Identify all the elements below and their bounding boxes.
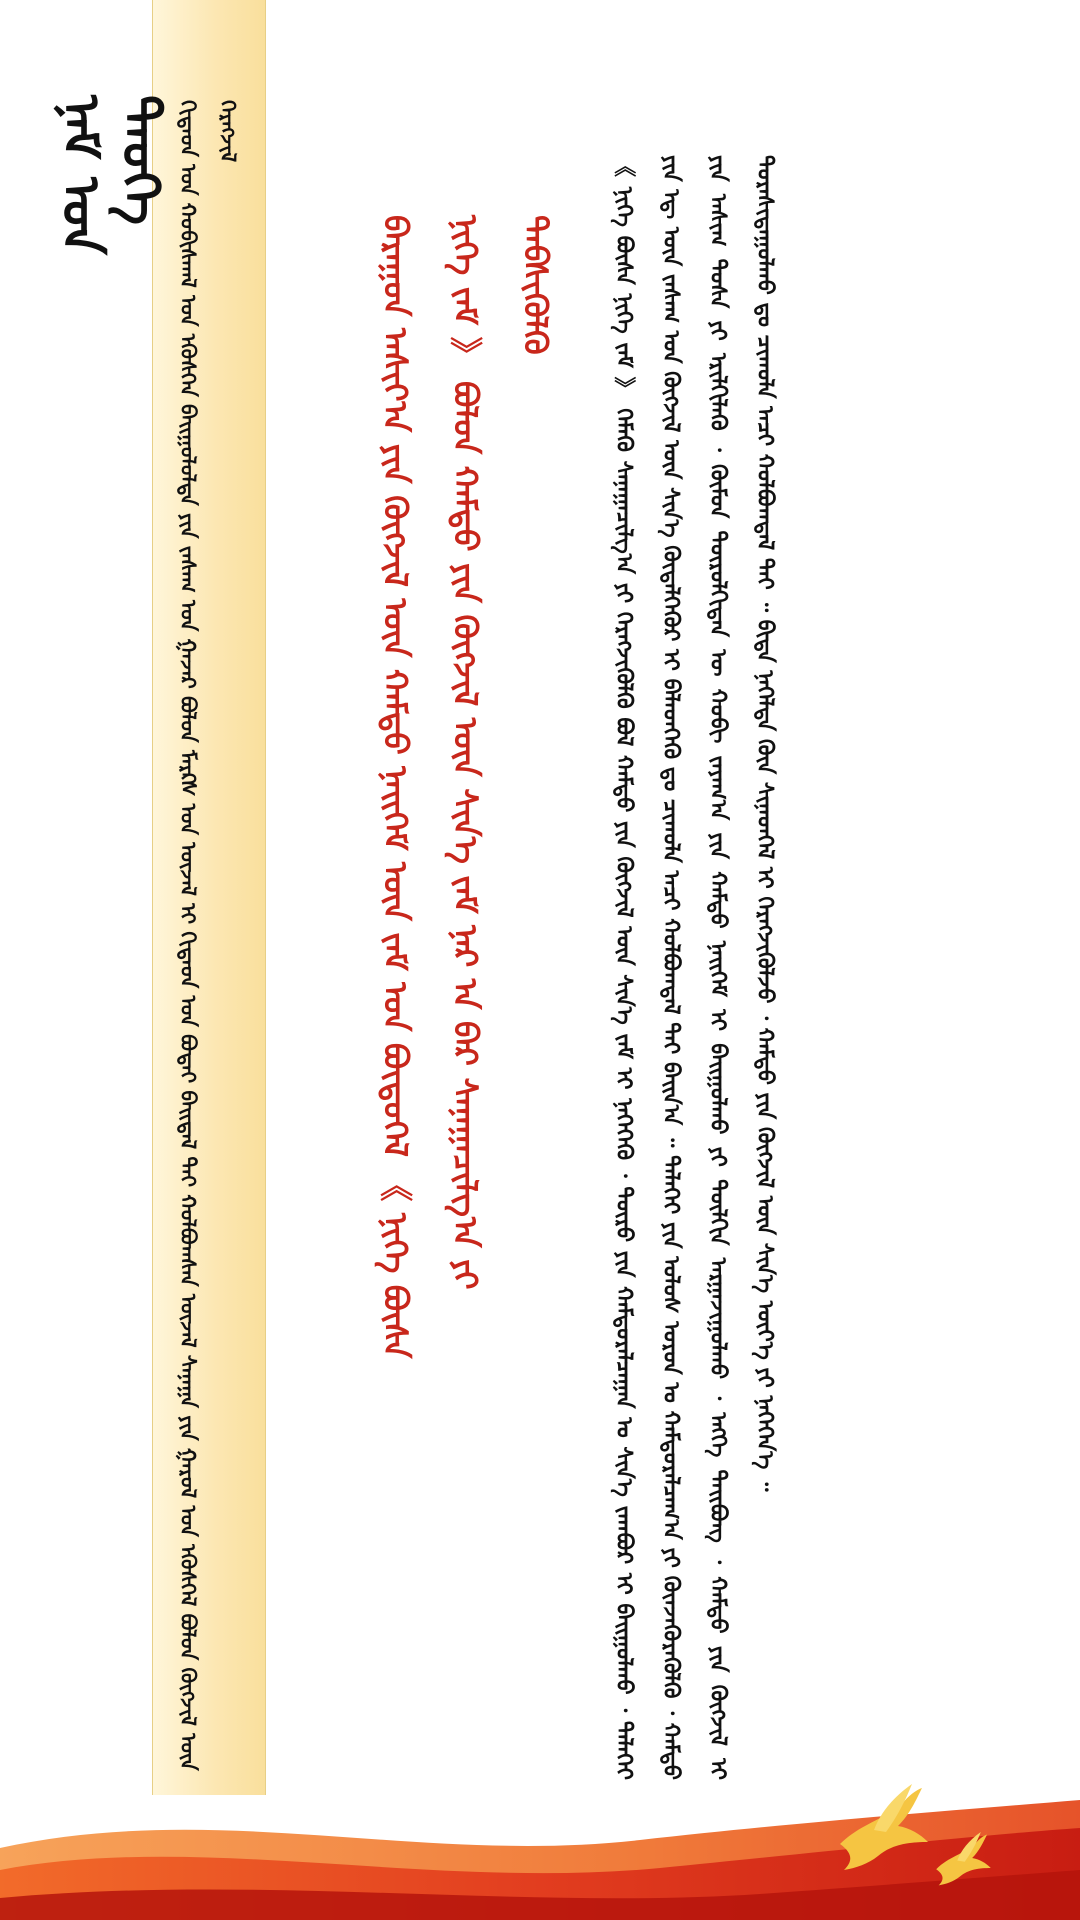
page-title: ᠨᠠᠮ ᠤᠨ ᠲᠡᠦᠬᠡ	[50, 95, 170, 255]
body-paragraph: 《 ᠨᠢᠭᠡ ᠪᠦᠰᠡ ᠨᠢᠭᠡ ᠵᠠᠮ 》 ᠬᠡᠮᠡᠬᠦ ᠰᠠᠨᠠᠭᠠᠴᠢᠯᠭ᠎ᠠ ᠶᠢ ᠬᠡᠷᠡᠭᠵᠢᠭᠦᠯᠬᠦ ᠪᠣᠯ ᠬᠠᠮᠲᠤ ᠶᠢᠨ ᠬᠥᠭᠵᠢᠯ ᠦᠨ ᠰᠢᠨ᠎ᠡ ᠵᠠᠮ ᠢ ᠨᠡᠭᠡᠭᠡᠬᠦ ᠂ ᠲᠥᠷᠥ ᠶᠢᠨ ᠬᠠᠮᠲᠤᠷᠠᠯᠴᠠᠭᠠᠨ ᠤ ᠰᠢᠨ᠎ᠡ ᠵᠠᠭᠪᠤᠷ ᠢ ᠪᠠᠢᠭᠤᠯᠬᠤ ᠂ ᠳᠡᠯᠡᠬᠡᠢ ᠶᠢᠨ ᠡᠳ᠋ ᠦᠨ ᠵᠠᠰᠠᠭ ᠤᠨ ᠬᠥᠭᠵᠢᠯ ᠦᠨ ᠰᠢᠨ᠎ᠡ ᠬᠥᠳᠡᠯᠭᠡᠭᠦᠷ ᠢ ᠪᠡᠯᠡᠳᠬᠡᠬᠦ ᠳᠤ ᠴᠢᠬᠤᠯᠠ ᠠᠴᠢ ᠬᠣᠯᠪᠣᠭᠳᠠᠯ ᠲᠠᠢ ᠪᠠᠢᠨ᠎ᠠ ᠃ ᠳᠡᠯᠡᠬᠡᠢ ᠶᠢᠨ ᠤᠯᠤᠰ ᠣᠷᠣᠨ ᠤ ᠬᠠᠮᠲᠤᠷᠠᠯᠴᠠᠭ᠎ᠠ ᠶᠢ ᠭᠦᠨᠵᠡᠭᠦᠷᠡᠭᠦᠯᠬᠦ ᠂ ᠬᠠᠮᠲᠤ ᠶᠢᠨ ᠠᠰᠢᠭ ᠲᠤᠰᠠ ᠶᠢ ᠡᠷᠢᠯᠬᠢᠯᠡᠬᠦ ᠂ ᠬᠥᠮᠥᠨ ᠲᠥᠷᠥᠯᠬᠢᠲᠡᠨ ᠦ ᠬᠤᠪᠢ ᠵᠠᠶᠠᠭ᠎ᠠ ᠶᠢᠨ ᠬᠠᠮᠲᠤ ᠨᠡᠢᠭᠡᠮ ᠢ ᠪᠠᠢᠭᠤᠯᠬᠤ ᠶᠢ ᠲᠦᠯᠬᠢᠨ ᠠᠷᠭᠠᠵᠢᠭᠤᠯᠬᠤ ᠂ ᠡᠩᠬᠡ ᠲᠠᠢᠪᠤᠩ ᠂ ᠬᠠᠮᠲᠤ ᠶᠢᠨ ᠬᠥᠭᠵᠢᠯ ᠢ ᠲᠤᠷᠠᠰᠢᠳᠠᠭᠤᠯᠬᠤ ᠳᠤ ᠴᠢᠬᠤᠯᠠ ᠠᠴᠢ ᠬᠣᠯᠪᠣᠭᠳᠠᠯ ᠲᠠᠢ ᠃ ᠪᠢᠳᠡ ᠨᠡᠭᠡᠯᠲᠡ ᠭᠦᠨ ᠰᠢᠨᠡᠳᠭᠡᠯ ᠢ ᠬᠡᠷᠡᠭᠵᠢᠭᠦᠯᠵᠦ ᠂ ᠬᠠᠮᠲᠤ ᠶᠢᠨ ᠬᠥᠭᠵᠢᠯ ᠦᠨ ᠰᠢᠨ᠎ᠡ ᠦᠶ᠎ᠡ ᠶᠢ ᠨᠡᠭᠡᠭᠡᠨ᠎ᠡ ᠃	[611, 155, 777, 1780]
side-note-text: ᠬᠢᠳᠠᠳ ᠤᠨ ᠬᠤᠪᠢᠰᠬᠠᠯ ᠤᠨ ᠡᠭᠦᠰᠬᠡᠨ ᠪᠠᠢᠭᠤᠯᠤᠯᠲᠠ ᠶᠢᠨ ᠵᠠᠰᠠᠭ ᠤᠨ ᠭᠠᠵᠠᠷ ᠪᠤᠯᠤᠨ ᠮᠠᠷᠺᠰ ᠤᠨ ᠦᠵᠡᠯ ᠢ ᠬᠢᠳᠠᠳ ᠤᠨ ᠪᠣᠳᠠᠢ ᠪᠠᠢᠳᠠᠯ ᠲᠠᠢ ᠬᠣᠯᠪᠣᠭᠰᠠᠨ ᠦᠵᠡᠯ ᠰᠠᠨᠠᠭᠠ ᠶᠢᠨ ᠭᠠᠷᠤᠯ ᠤᠨ ᠡᠭᠦᠰᠬᠡᠯ ᠪᠣᠯᠣᠨ ᠬᠥᠭᠵᠢᠯ ᠦᠨ ᠬᠡᠷᠡᠭᠵᠢᠯ	[176, 100, 240, 1771]
red-ribbon-footer	[0, 1770, 1080, 1920]
red-heading: ᠪᠠᠷᠠᠭᠤᠨ ᠠᠰᠢᠶ᠎ᠠ ᠶᠢᠨ ᠬᠥᠭᠵᠢᠯ ᠦᠨ ᠬᠠᠮᠲᠤ ᠨᠡᠢᠭᠡᠮ ᠦᠨ ᠵᠠᠮ ᠤᠨ ᠪᠦᠲᠦᠭᠡᠯ 《 ᠨᠢᠭᠡ ᠪᠦᠰᠡ ᠨᠢᠭᠡ ᠵᠠᠮ 》 ᠪᠣᠯᠣᠨ ᠬᠠᠮᠲᠤ ᠶᠢᠨ ᠬᠥᠭᠵᠢᠯ ᠦᠨ ᠰᠢᠨ᠎ᠡ ᠵᠠᠮ ᠨᠠᠷ ᠠ ᠪᠠᠷ ᠰᠠᠨᠠᠭᠠᠴᠢᠯᠭ᠎ᠠ ᠶᠢ ᠳᠡᠪᠰᠢᠭᠦᠯᠬᠦ	[376, 215, 555, 1359]
